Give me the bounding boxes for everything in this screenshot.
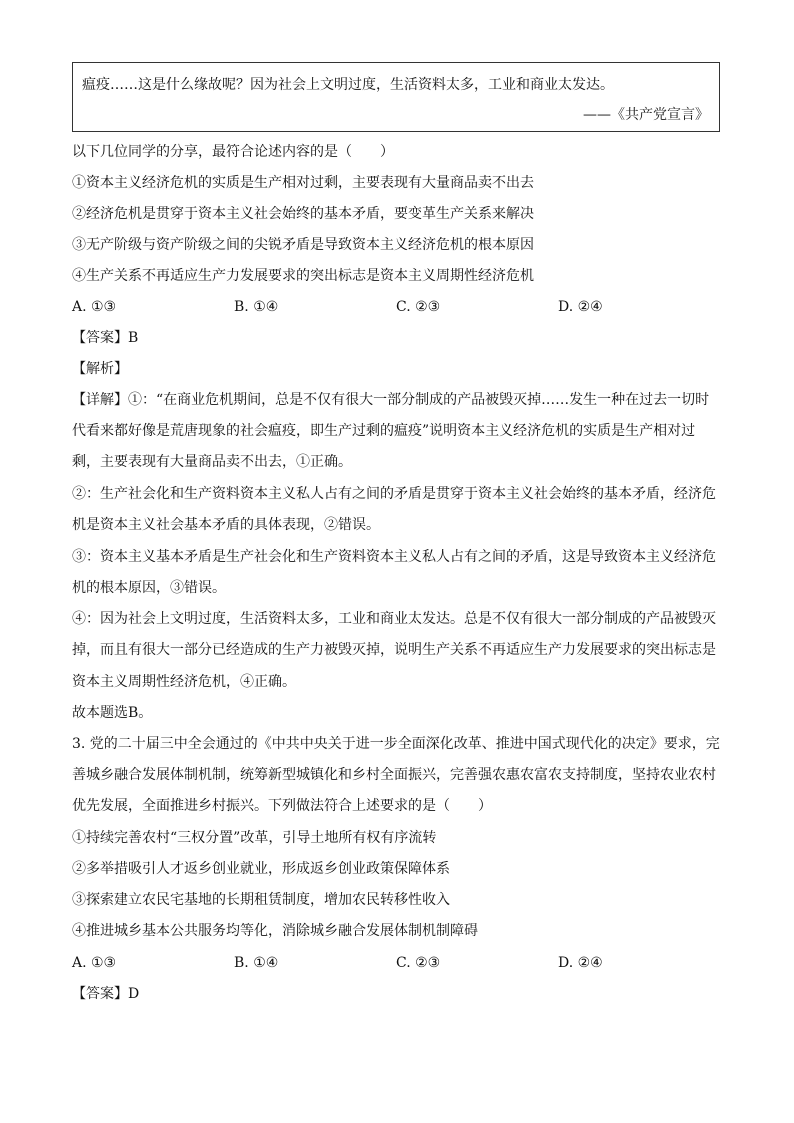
- q3-statement-1: ①持续完善农村“三权分置”改革，引导土地所有权有序流转: [72, 830, 437, 846]
- q3-option-d: D. ②④: [558, 955, 603, 971]
- q3-option-c: C. ②③: [396, 955, 441, 971]
- q3-statement-2: ②多举措吸引人才返乡创业就业，形成返乡创业政策保障体系: [72, 861, 450, 877]
- q2-analysis-line: 掉，而且有很大一部分已经造成的生产力被毁灭掉，说明生产关系不再适应生产力发展要求的突出标志是: [72, 642, 716, 658]
- q2-option-c: C. ②③: [396, 299, 441, 315]
- q3-options: [72, 953, 722, 973]
- q2-option-d: D. ②④: [558, 299, 603, 315]
- q2-analysis-line: 【详解】①：“在商业危机期间，总是不仅有很大一部分制成的产品被毁灭掉……发生一种在过去一切时: [72, 392, 710, 408]
- q2-statement-2: ②经济危机是贯穿于资本主义社会始终的基本矛盾，要变革生产关系来解决: [72, 206, 534, 222]
- q2-conclusion: 故本题选B。: [72, 705, 153, 721]
- q3-answer: 【答案】D: [72, 986, 140, 1002]
- q2-analysis-line: ④：因为社会上文明过度，生活资料太多，工业和商业太发达。总是不仅有很大一部分制成的产品被毁灭: [72, 611, 716, 627]
- q3-option-a: A. ①③: [72, 955, 117, 971]
- q2-statement-1: ①资本主义经济危机的实质是生产相对过剩，主要表现有大量商品卖不出去: [72, 175, 534, 191]
- quote-text: 瘟疫……这是什么缘故呢？因为社会上文明过度，生活资料太多，工业和商业太发达。: [82, 77, 614, 93]
- quote-box: [72, 62, 720, 132]
- q2-analysis-line: ③：资本主义基本矛盾是生产社会化和生产资料资本主义私人占有之间的矛盾，这是导致资本主义经济危: [72, 549, 716, 565]
- q2-analysis-line: ②：生产社会化和生产资料资本主义私人占有之间的矛盾是贯穿于资本主义社会始终的基本矛盾，经济危: [72, 486, 716, 502]
- q3-statement-3: ③探索建立农民宅基地的长期租赁制度，增加农民转移性收入: [72, 892, 450, 908]
- q2-analysis-line: 机的根本原因，③错误。: [72, 580, 226, 596]
- q3-statement-4: ④推进城乡基本公共服务均等化，消除城乡融合发展体制机制障碍: [72, 923, 478, 939]
- q2-option-b: B. ①④: [234, 299, 279, 315]
- q2-analysis-line: 机是资本主义社会基本矛盾的具体表现，②错误。: [72, 517, 380, 533]
- quote-source: ——《共产党宣言》: [583, 107, 709, 123]
- q3-stem-line: 3. 党的二十届三中全会通过的《中共中央关于进一步全面深化改革、推进中国式现代化的决定》要求，完: [72, 736, 720, 752]
- q3-stem-line: 善城乡融合发展体制机制，统筹新型城镇化和乡村全面振兴，完善强农惠农富农支持制度，坚持农业农村: [72, 767, 716, 783]
- q2-answer: 【答案】B: [72, 330, 139, 346]
- q2-options: [72, 297, 722, 317]
- q2-stem: 以下几位同学的分享，最符合论述内容的是（ ）: [72, 144, 394, 160]
- q3-stem-line: 优先发展，全面推进乡村振兴。下列做法符合上述要求的是（ ）: [72, 798, 492, 814]
- q2-statement-4: ④生产关系不再适应生产力发展要求的突出标志是资本主义周期性经济危机: [72, 268, 534, 284]
- q2-statement-3: ③无产阶级与资产阶级之间的尖锐矛盾是导致资本主义经济危机的根本原因: [72, 237, 534, 253]
- q2-analysis-line: 代看来都好像是荒唐现象的社会瘟疫，即生产过剩的瘟疫”说明资本主义经济危机的实质是生产相对过: [72, 423, 696, 439]
- q2-analysis-line: 剩，主要表现有大量商品卖不出去，①正确。: [72, 454, 352, 470]
- q2-analysis-line: 资本主义周期性经济危机，④正确。: [72, 674, 296, 690]
- q3-option-b: B. ①④: [234, 955, 279, 971]
- q2-analysis-heading: 【解析】: [72, 361, 128, 377]
- q2-option-a: A. ①③: [72, 299, 117, 315]
